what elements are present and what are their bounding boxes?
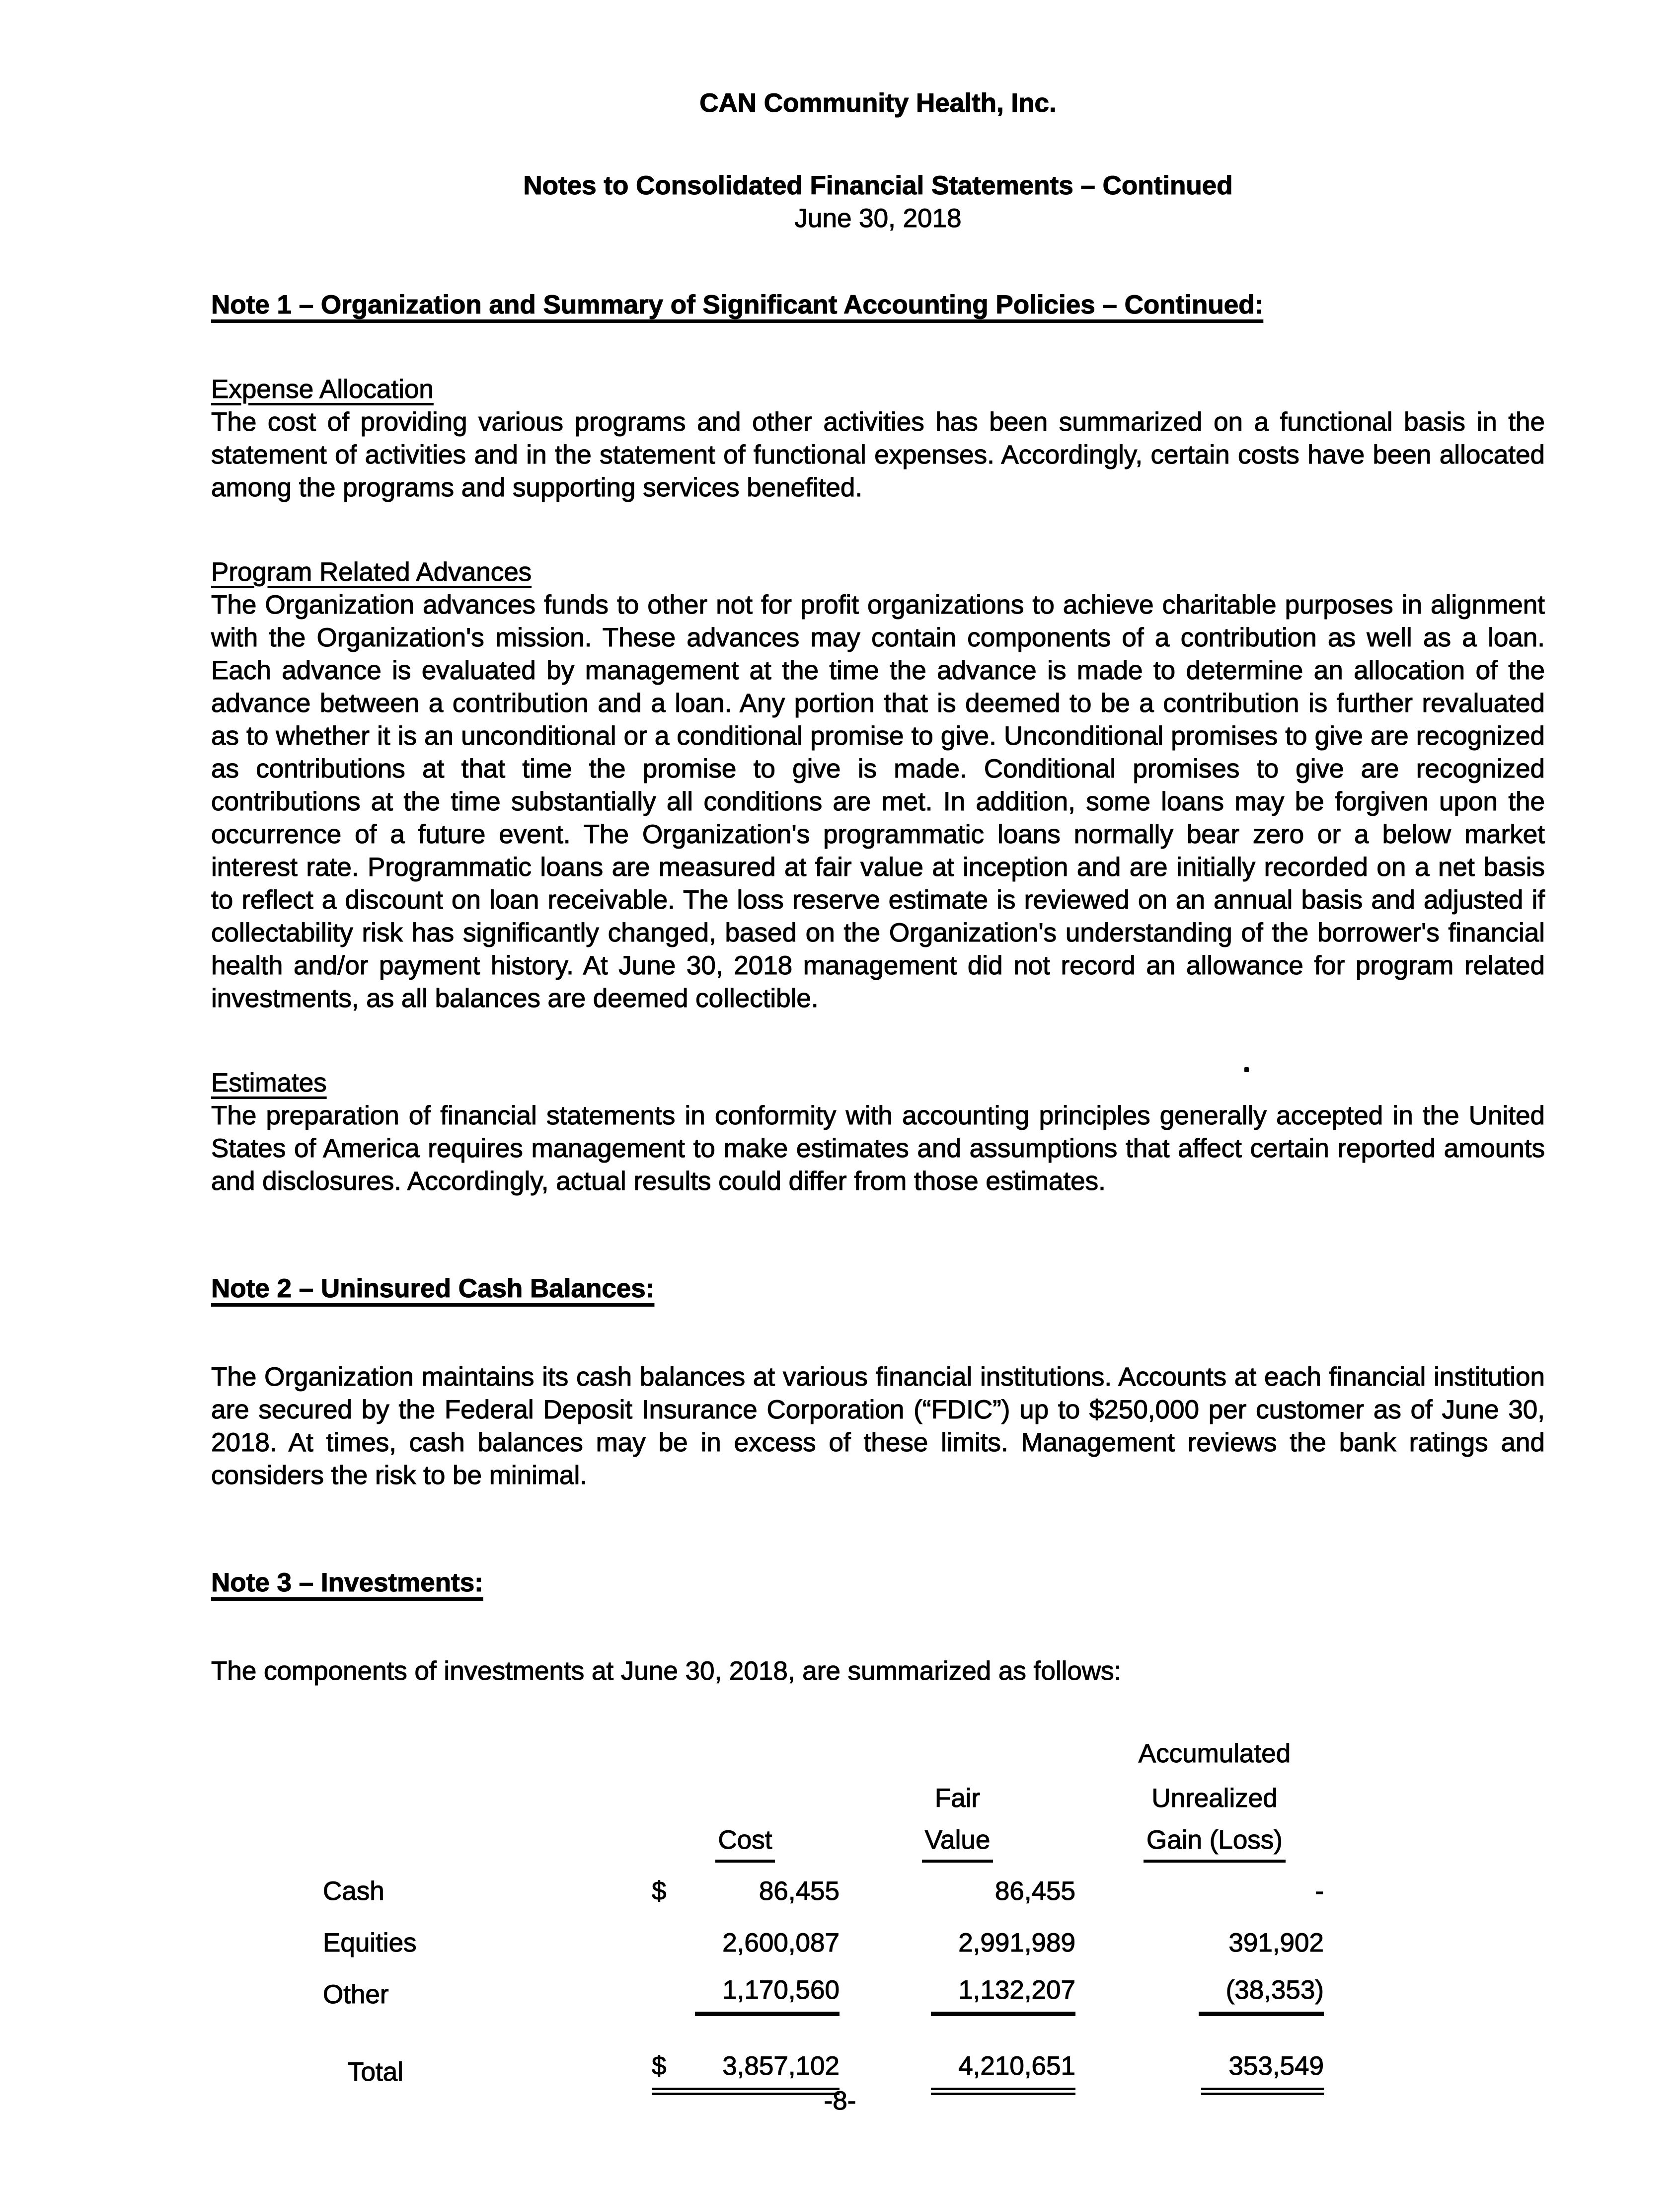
doc-subtitle: Notes to Consolidated Financial Statements – Continued xyxy=(523,171,1233,200)
section-body: The preparation of financial statements in conformity with accounting principles generally accepted in the United States of America requires management to make estimates and assumptions that affect certain reported amounts and disclosures. Accordingly, actual results could differ from those estimates. xyxy=(211,1101,1545,1196)
doc-date: June 30, 2018 xyxy=(794,204,962,233)
cell-fair-value: 4,210,651 xyxy=(840,2050,1075,2095)
note1-heading: Note 1 – Organization and Summary of Significant Accounting Policies – Continued: xyxy=(211,290,1264,319)
row-label: Other xyxy=(323,1980,389,2009)
section-program-related-advances xyxy=(211,556,1545,1015)
scan-artifact-dot xyxy=(1244,1067,1249,1072)
row-label: Equities xyxy=(323,1928,417,1957)
section-estimates xyxy=(211,1067,1545,1198)
cell-cost: $ 86,455 xyxy=(522,1875,840,1908)
table-row-equities xyxy=(323,1917,1545,1969)
column-header-gain-line1: Accumulated xyxy=(1138,1739,1291,1768)
cell-gain: (38,353) xyxy=(1075,1974,1324,2016)
section-body: The cost of providing various programs and other activities has been summarized on a functional basis in the statement of activities and in the statement of functional expenses. Accordingly, certain costs have been allocated among the programs and supporting services benefited. xyxy=(211,407,1545,502)
cell-cost: 1,170,560 xyxy=(522,1974,840,2016)
table-header-row-2 xyxy=(323,1776,1545,1821)
dollar-sign: $ xyxy=(652,1877,667,1906)
row-label: Cash xyxy=(323,1877,384,1906)
note2-heading: Note 2 – Uninsured Cash Balances: xyxy=(211,1274,655,1303)
cell-cost: 2,600,087 xyxy=(722,1928,840,1957)
footer-page-number: -8- xyxy=(824,2086,856,2115)
note3-heading: Note 3 – Investments: xyxy=(211,1568,483,1597)
row-label: Total xyxy=(348,2057,403,2087)
page-title: CAN Community Health, Inc. xyxy=(699,88,1057,118)
table-row-cash xyxy=(323,1866,1545,1917)
section-heading: Program Related Advances xyxy=(211,557,532,587)
column-header-fair-line1: Fair xyxy=(934,1784,981,1813)
cell-fair-value: 2,991,989 xyxy=(958,1928,1075,1957)
table-row-other xyxy=(323,1969,1545,2021)
column-header-cost: Cost xyxy=(522,1824,840,1863)
cell-cost: $ 3,857,102 xyxy=(522,2050,840,2095)
cell-fair-value: 86,455 xyxy=(994,1877,1075,1906)
column-header-gain-line3: Gain (Loss) xyxy=(1075,1824,1324,1863)
dollar-sign: $ xyxy=(652,2051,667,2081)
section-heading: Estimates xyxy=(211,1068,327,1097)
investments-table xyxy=(323,1731,1545,2098)
section-expense-allocation xyxy=(211,373,1545,504)
cell-fair-value: 1,132,207 xyxy=(840,1974,1075,2016)
column-header-fair-line2: Value xyxy=(840,1824,1075,1863)
section-heading: Expense Allocation xyxy=(211,375,434,404)
section-body: The Organization advances funds to other not for profit organizations to achieve charitable purposes in alignment with the Organization's mission. These advances may contain components of a contribution as well as a loan. Each advance is evaluated by management at the time the advance is made to determine an allocation of the advance between a contribution and a loan. Any portion that is deemed to be a contribution is further revaluated as to whether it is an unconditional or a conditional promise to give. Unconditional promises to give are recognized as contributions at that time the promise to give is made. Conditional promises to give are recognized contributions at the time substantially all conditions are met. In addition, some loans may be forgiven upon the occurrence of a future event. The Organization's programmatic loans normally bear zero or a below market interest rate. Programmatic loans are measured at fair value at inception and are initially recorded on a net basis to reflect a discount on loan receivable. The loss reserve estimate is reviewed on an annual basis and adjusted if collectability risk has significantly changed, based on the Organization's understanding of the borrower's financial health and/or payment history. At June 30, 2018 management did not record an allowance for program related investments, as all balances are deemed collectible. xyxy=(211,590,1545,1013)
cell-gain: 391,902 xyxy=(1228,1928,1324,1957)
cell-gain: 353,549 xyxy=(1075,2050,1324,2095)
note2-body: The Organization maintains its cash balances at various financial institutions. Accounts at each financial institution are secured by the Federal Deposit Insurance Corporation (“FDIC”) up to $250,000 per customer as of June 30, 2018. At times, cash balances may be in excess of these limits. Management reviews the bank ratings and considers the risk to be minimal. xyxy=(211,1362,1545,1490)
table-header-row-1 xyxy=(323,1731,1545,1776)
table-header-row-3 xyxy=(323,1821,1545,1866)
note3-intro: The components of investments at June 30, 2018, are summarized as follows: xyxy=(211,1656,1122,1686)
column-header-gain-line2: Unrealized xyxy=(1151,1784,1278,1813)
cell-gain: - xyxy=(1315,1877,1324,1906)
